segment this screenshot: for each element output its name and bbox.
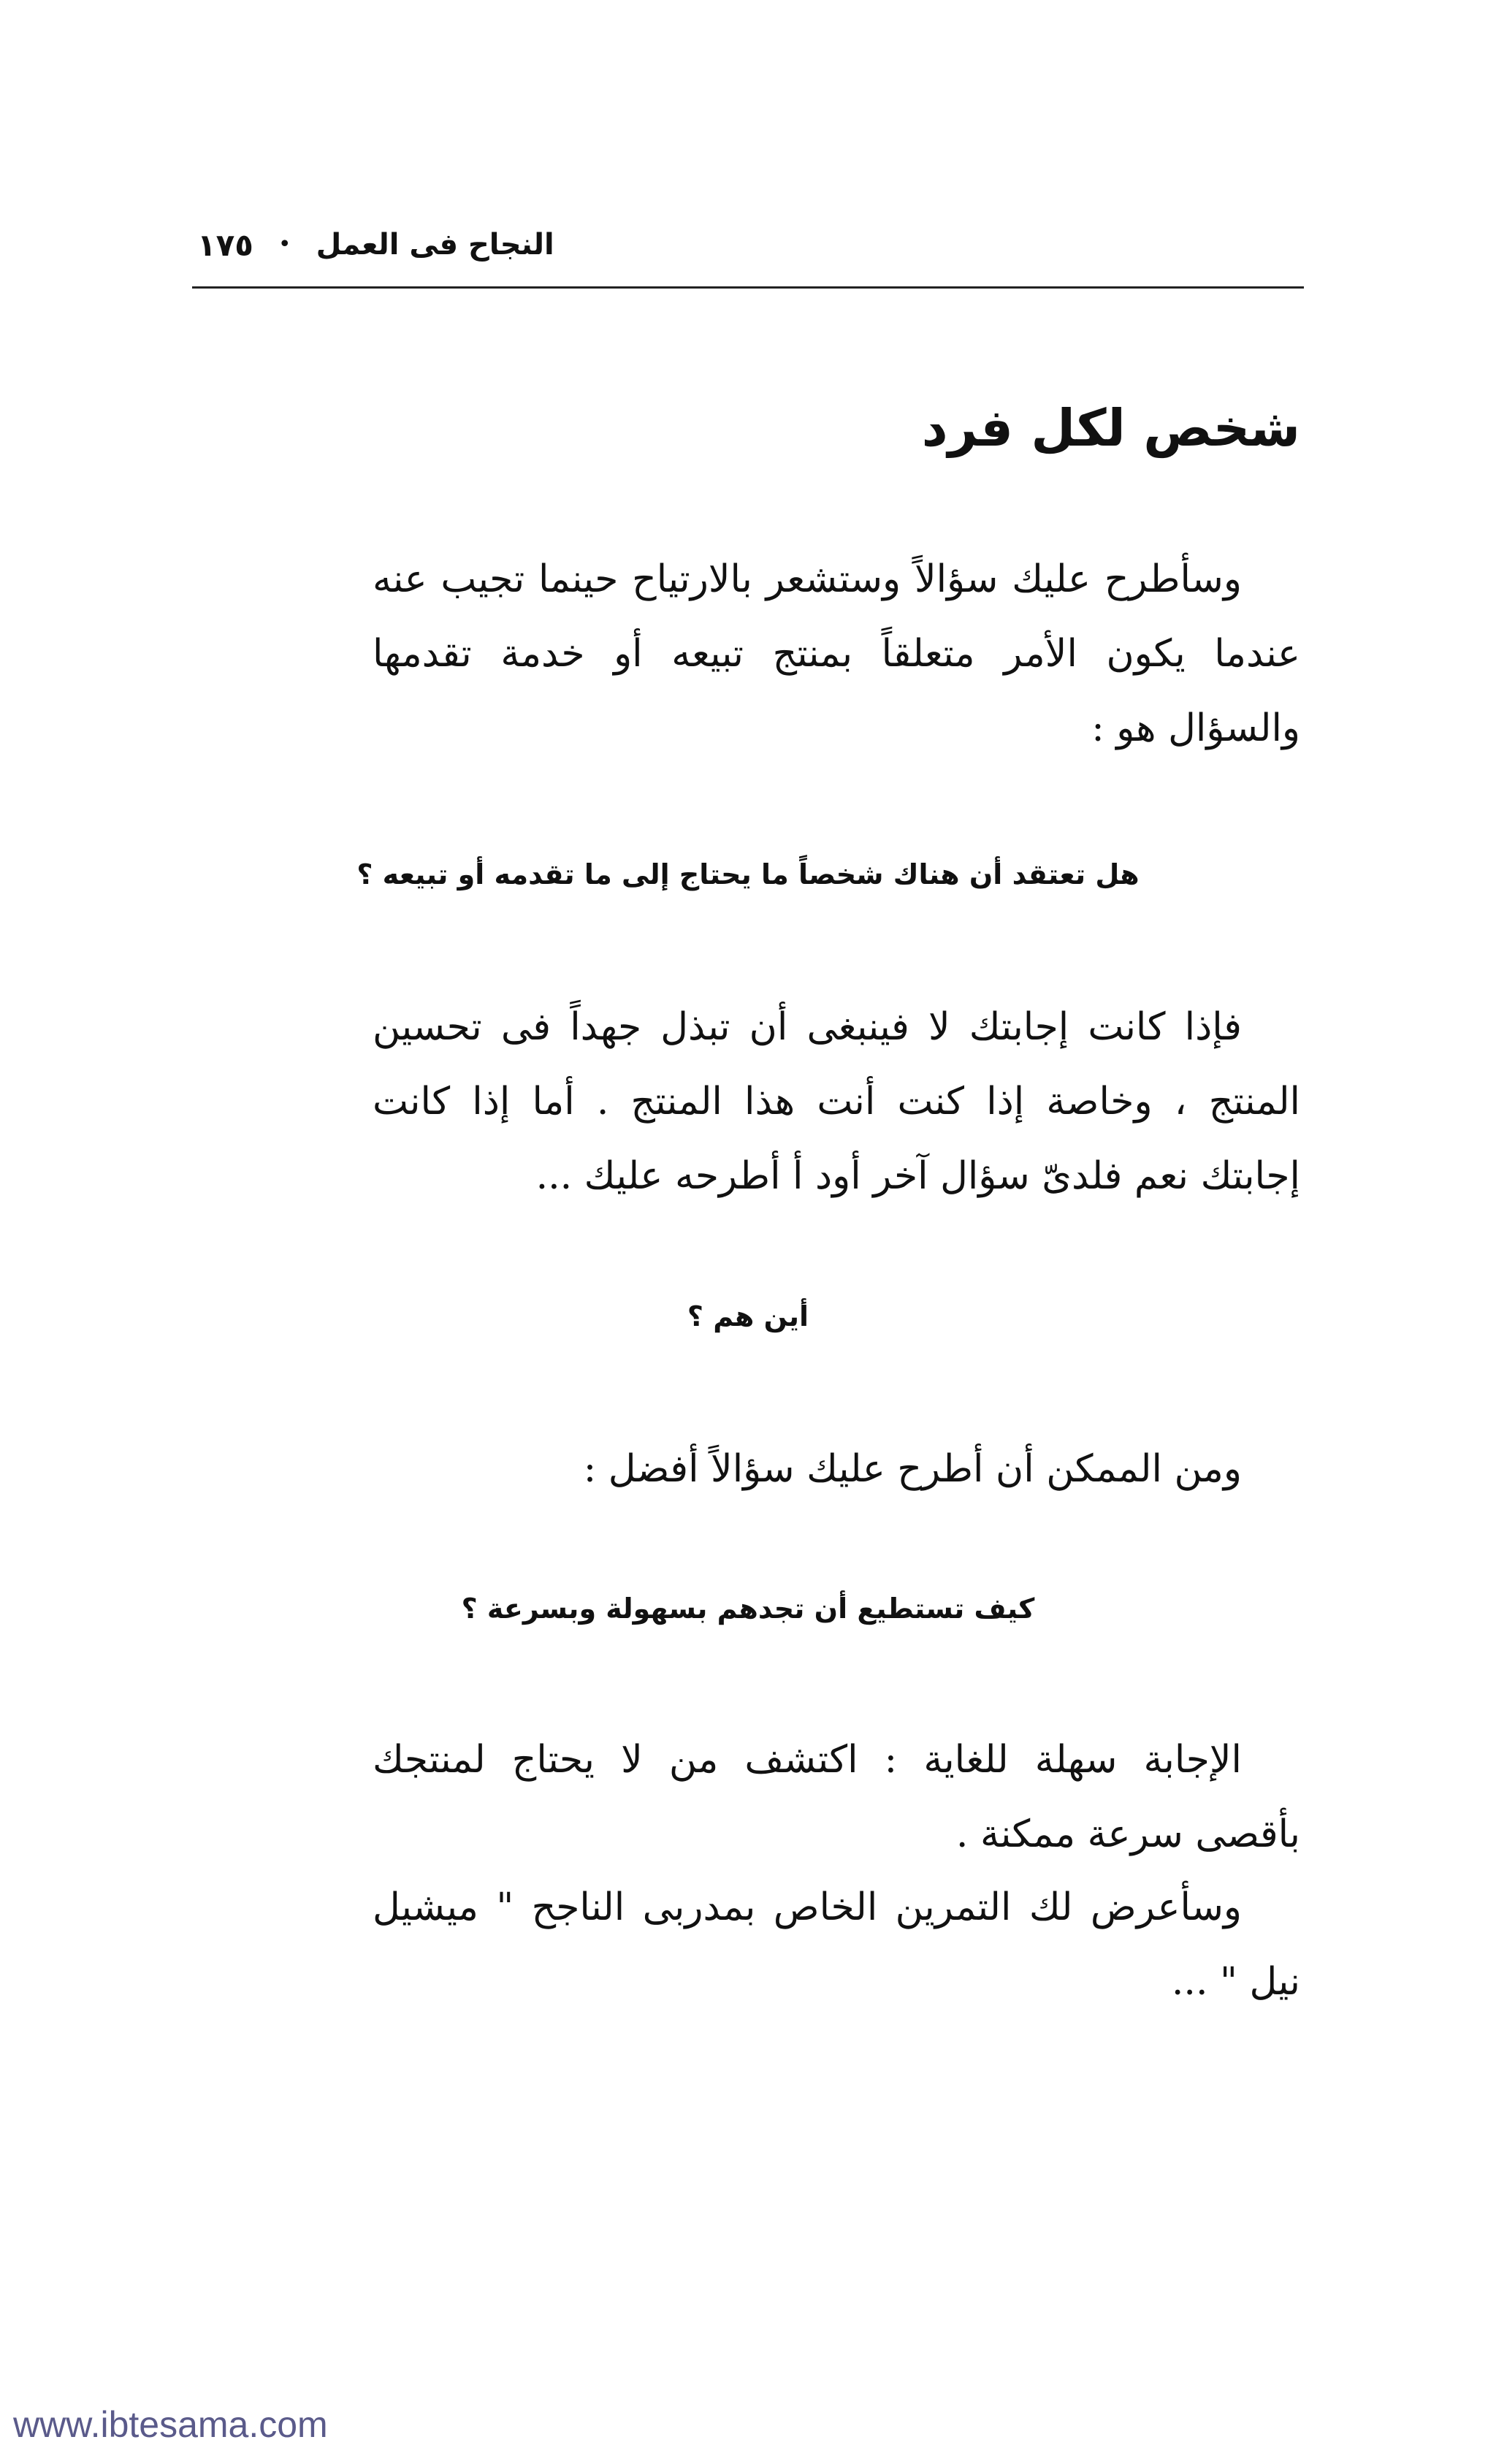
paragraph-1: وسأطرح عليك سؤالاً وستشعر بالارتياح حينما تجيب عنه عندما يكون الأمر متعلقاً بمنتج تبيعه أو خدمة تقدمها والسؤال هو :: [373, 557, 1300, 750]
question-2: أين هم ؟: [687, 1300, 809, 1332]
paragraph-4: الإجابة سهلة للغاية : اكتشف من لا يحتاج لمنتجك بأقصى سرعة ممكنة .: [373, 1738, 1300, 1856]
paragraph-2: فإذا كانت إجابتك لا فينبغى أن تبذل جهداً فى تحسين المنتج ، وخاصة إذا كنت أنت هذا المنتج . أما إذا كانت إجابتك نعم فلدىّ سؤال آخر أود أ أطرحه عليك ...: [373, 1005, 1300, 1198]
paragraph-3: ومن الممكن أن أطرح عليك سؤالاً أفضل :: [583, 1447, 1242, 1491]
paragraph-5: وسأعرض لك التمرين الخاص بمدربى الناجح " ميشيل نيل " ...: [373, 1885, 1300, 2004]
question-1: هل تعتقد أن هناك شخصاً ما يحتاج إلى ما تقدمه أو تبيعه ؟: [356, 858, 1140, 890]
header-title: النجاح فى العمل: [316, 228, 554, 262]
question-3: كيف تستطيع أن تجدهم بسهولة وبسرعة ؟: [461, 1593, 1035, 1625]
header-bullet: •: [278, 232, 291, 257]
running-header: [197, 223, 1300, 267]
website-link[interactable]: www.ibtesama.com: [13, 2404, 328, 2445]
section-heading: شخص لكل فرد: [921, 398, 1300, 458]
header-rule: [192, 286, 1304, 289]
page-number: ١٧٥: [197, 226, 253, 263]
